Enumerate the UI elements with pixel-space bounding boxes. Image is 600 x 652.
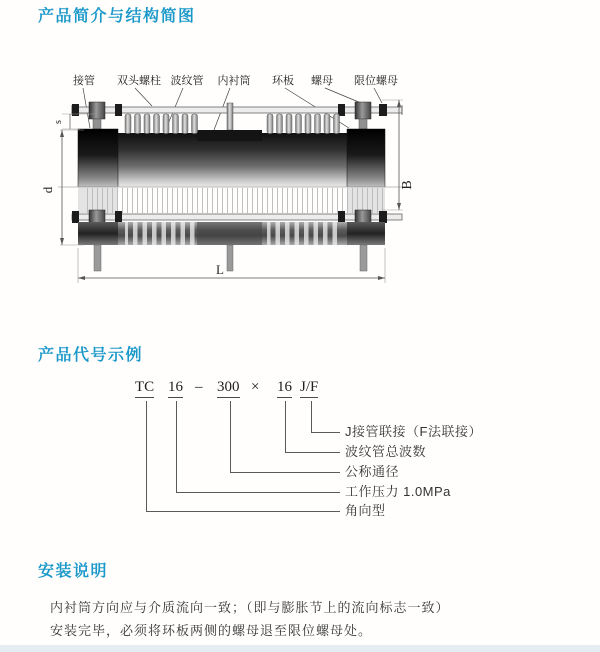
connector: [230, 472, 340, 473]
section-hatching: [85, 188, 385, 213]
dim-label-d: d: [40, 186, 55, 194]
dim-label-B: B: [400, 180, 415, 190]
code-part-pressure: 16: [168, 379, 183, 398]
left-flange: [78, 129, 118, 187]
right-flange-lower: [347, 222, 385, 245]
section-title-intro: 产品简介与结构简图: [38, 8, 196, 25]
page-bottom-strip: [0, 645, 600, 652]
bellows-left: [125, 114, 198, 134]
part-label-jieguan: 接管: [73, 75, 95, 87]
left-flange-lower: [78, 222, 118, 245]
legend-connection: J接管联接（F法联接）: [345, 424, 482, 439]
code-part-diameter: 300: [217, 379, 240, 398]
connector: [176, 401, 177, 492]
code-part-times: ×: [251, 379, 260, 395]
connector: [285, 401, 286, 452]
dim-label-s: s: [53, 120, 64, 124]
dim-B: [382, 100, 415, 210]
legend-pressure: 工作压力 1.0MPa: [345, 484, 451, 499]
connector: [285, 452, 340, 453]
legend-type: 角向型: [345, 503, 386, 518]
part-label-shuangtouluozhu: 双头螺柱: [117, 75, 161, 87]
install-line-2: 安装完毕，必须将环板两侧的螺母退至限位螺母处。: [50, 623, 373, 638]
expansion-joint-drawing: [0, 62, 470, 292]
part-label-huanban: 环板: [272, 75, 294, 87]
bellows-right: [267, 114, 340, 134]
section-title-install: 安装说明: [38, 563, 109, 580]
connector: [311, 401, 312, 432]
install-line-1: 内衬筒方向应与介质流向一致；（即与膨胀节上的流向标志一致）: [50, 600, 450, 615]
right-flange: [347, 129, 385, 187]
code-part-waves: 16: [277, 379, 292, 398]
dim-label-L: L: [216, 262, 224, 277]
section-title-code: 产品代号示例: [38, 347, 144, 364]
structure-diagram: [0, 62, 470, 292]
legend-diameter: 公称通径: [345, 464, 400, 479]
connector: [146, 401, 147, 511]
connector: [230, 401, 231, 472]
joint-body: [85, 133, 385, 187]
dim-d: [40, 130, 84, 245]
connector: [311, 432, 340, 433]
liner-band: [197, 130, 262, 141]
center-stud: [227, 103, 233, 130]
part-label-bowenguan: 波纹管: [170, 75, 204, 87]
code-part-type: TC: [135, 379, 154, 398]
part-label-neichentong: 内衬筒: [217, 75, 251, 87]
legend-waves: 波纹管总波数: [345, 444, 427, 459]
code-part-connection: J/F: [300, 379, 318, 398]
part-label-xianweiluomu: 限位螺母: [354, 75, 398, 87]
part-label-luomu: 螺母: [311, 75, 333, 87]
code-part-dash: –: [195, 379, 203, 395]
connector: [176, 492, 340, 493]
connector: [146, 511, 340, 512]
